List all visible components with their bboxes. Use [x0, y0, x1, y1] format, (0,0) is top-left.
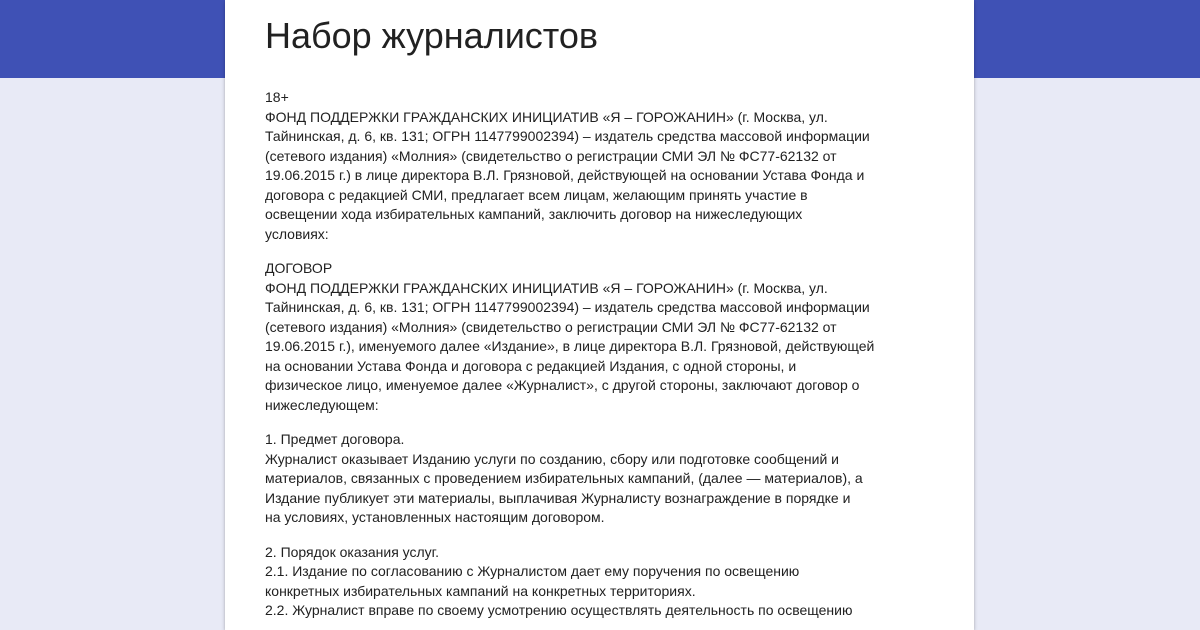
description-line: Издание публикует эти материалы, выплачивая Журналисту вознаграждение в порядке и [265, 489, 851, 506]
description-line: 1. Предмет договора. [265, 431, 405, 447]
description-line: (сетевого издания) «Молния» (свидетельство о регистрации СМИ ЭЛ № ФС77-62132 от [265, 318, 837, 335]
description-line: 19.06.2015 г.) в лице директора В.Л. Грязновой, действующей на основании Устава Фонда и [265, 167, 865, 183]
description-line: на условиях, установленных настоящим договором. [265, 509, 605, 525]
description-line: Журналист оказывает Изданию услуги по созданию, сбору или подготовке сообщений и [265, 450, 840, 467]
form-description [265, 88, 945, 630]
description-line: (сетевого издания) «Молния» (свидетельство о регистрации СМИ ЭЛ № ФС77-62132 от [265, 147, 837, 164]
description-line: ФОНД ПОДДЕРЖКИ ГРАЖДАНСКИХ ИНИЦИАТИВ «Я – ГОРОЖАНИН» (г. Москва, ул. [265, 279, 828, 296]
form-title: Набор журналистов [265, 15, 599, 56]
description-line: 2. Порядок оказания услуг. [265, 543, 439, 560]
description-line: конкретных избирательных кампаний на конкретных территориях. [265, 582, 696, 599]
description-line: договора с редакцией СМИ, предлагает всем лицам, желающим принять участие в [265, 186, 808, 203]
description-paragraph [265, 88, 945, 244]
description-paragraph [265, 430, 945, 528]
description-line: Тайнинская, д. 6, кв. 131; ОГРН 1147799002394) – издатель средства массовой информации [265, 128, 870, 144]
description-line: условиях: [265, 225, 329, 242]
description-line: освещении хода избирательных кампаний, заключить договор на нижеследующих [265, 206, 803, 222]
description-line: ФОНД ПОДДЕРЖКИ ГРАЖДАНСКИХ ИНИЦИАТИВ «Я – ГОРОЖАНИН» (г. Москва, ул. [265, 108, 828, 125]
description-line: физическое лицо, именуемое далее «Журналист», с другой стороны, заключают договор о [265, 377, 860, 393]
description-line: нижеследующем: [265, 396, 379, 413]
description-line: Тайнинская, д. 6, кв. 131; ОГРН 1147799002394) – издатель средства массовой информации [265, 299, 870, 315]
form-card [225, 0, 974, 630]
description-line: ДОГОВОР [265, 260, 333, 276]
description-paragraph [265, 259, 945, 415]
description-line: 19.06.2015 г.), именуемого далее «Издание», в лице директора В.Л. Грязновой, действующей [265, 338, 875, 354]
description-line: 2.1. Издание по согласованию с Журналистом дает ему поручения по освещению [265, 563, 800, 579]
description-line: материалов, связанных с проведением избирательных кампаний, (далее — материалов), а [265, 470, 863, 486]
description-paragraph [265, 543, 945, 621]
description-line: 18+ [265, 89, 289, 105]
description-line: на основании Устава Фонда и договора с редакцией Издания, с одной стороны, и [265, 357, 797, 374]
description-line: 2.2. Журналист вправе по своему усмотрению осуществлять деятельность по освещению [265, 602, 853, 618]
